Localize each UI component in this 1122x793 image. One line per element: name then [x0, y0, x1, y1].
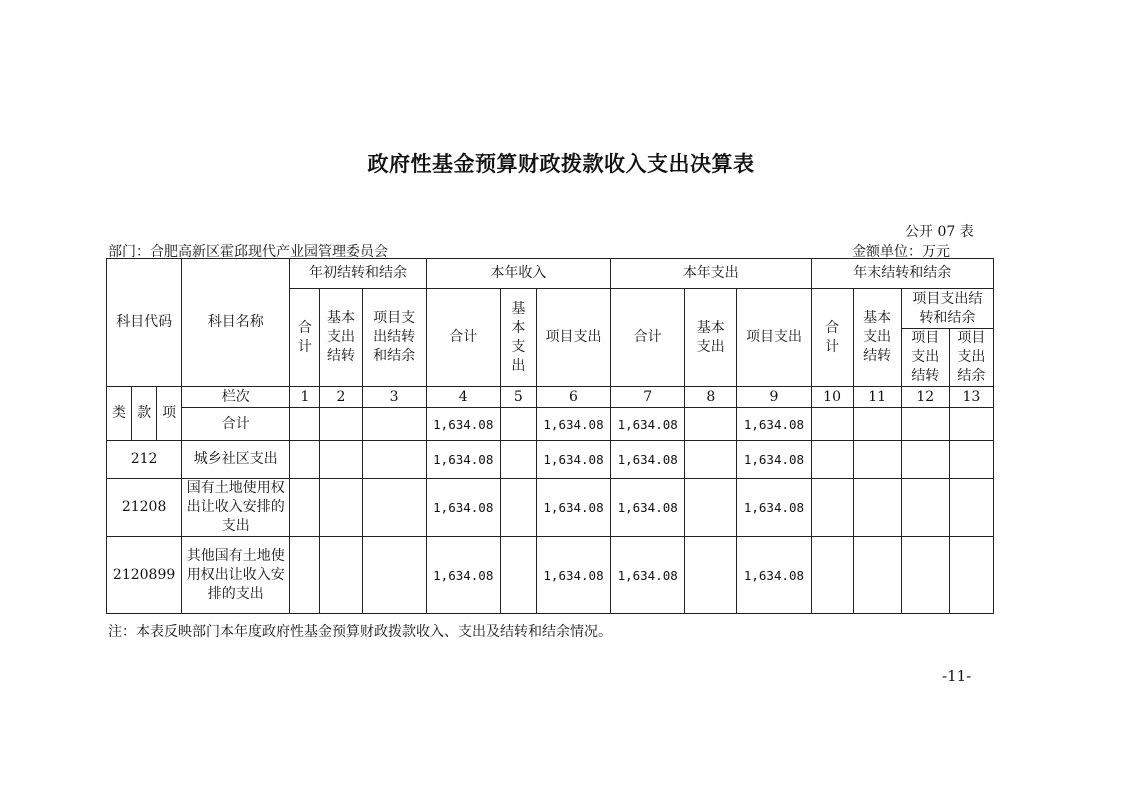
column-index-7: 7 — [611, 387, 685, 408]
header-row-groups — [107, 259, 994, 289]
header-expense-basic: 基本 支出 — [685, 289, 737, 387]
row-cell — [811, 441, 853, 479]
header-income-project: 项目支出 — [536, 289, 610, 387]
header-kuan: 款 — [132, 387, 157, 441]
row-cell — [290, 441, 320, 479]
department-label: 部门：合肥高新区霍邱现代产业园管理委员会 — [108, 244, 388, 260]
header-name: 科目名称 — [182, 259, 290, 387]
header-expense-project: 项目支出 — [737, 289, 811, 387]
header-begin-total: 合 计 — [290, 289, 320, 387]
header-begin-project: 项目支 出结转 和结余 — [362, 289, 426, 387]
row-cell — [320, 479, 362, 537]
column-index-1: 1 — [290, 387, 320, 408]
column-index-10: 10 — [811, 387, 853, 408]
total-cell: 1,634.08 — [426, 408, 500, 441]
row-cell: 1,634.08 — [426, 441, 500, 479]
row-cell — [500, 441, 536, 479]
row-cell — [949, 537, 993, 614]
column-index-label: 栏次 — [182, 387, 290, 408]
column-index-4: 4 — [426, 387, 500, 408]
row-cell: 1,634.08 — [737, 537, 811, 614]
header-end-balance: 年末结转和结余 — [811, 259, 993, 289]
total-cell — [811, 408, 853, 441]
total-label: 合计 — [182, 408, 290, 441]
header-lei: 类 — [107, 387, 132, 441]
header-xiang: 项 — [157, 387, 182, 441]
budget-table — [106, 258, 994, 614]
column-index-6: 6 — [536, 387, 610, 408]
row-cell — [500, 479, 536, 537]
header-income-total: 合计 — [426, 289, 500, 387]
footnote: 注：本表反映部门本年度政府性基金预算财政拨款收入、支出及结转和结余情况。 — [108, 624, 612, 640]
column-index-11: 11 — [853, 387, 901, 408]
column-index-8: 8 — [685, 387, 737, 408]
row-code: 21208 — [107, 479, 182, 537]
row-cell — [290, 537, 320, 614]
form-number: 公开 07 表 — [905, 224, 974, 240]
row-cell: 1,634.08 — [426, 537, 500, 614]
row-cell — [853, 441, 901, 479]
row-cell — [362, 479, 426, 537]
header-begin-basic: 基本 支出 结转 — [320, 289, 362, 387]
total-cell: 1,634.08 — [611, 408, 685, 441]
total-row — [107, 408, 994, 441]
row-cell: 1,634.08 — [426, 479, 500, 537]
header-code: 科目代码 — [107, 259, 182, 387]
row-cell — [949, 479, 993, 537]
row-cell — [811, 537, 853, 614]
row-cell: 1,634.08 — [536, 537, 610, 614]
header-income-basic: 基 本 支 出 — [500, 289, 536, 387]
row-cell — [685, 537, 737, 614]
header-end-project-carry: 项目 支出 结转 — [901, 329, 949, 387]
page-number: -11- — [942, 667, 972, 685]
total-cell — [500, 408, 536, 441]
row-name: 其他国有土地使用权出让收入安排的支出 — [182, 537, 290, 614]
row-cell: 1,634.08 — [536, 479, 610, 537]
row-cell — [901, 479, 949, 537]
table-row — [107, 479, 994, 537]
amount-unit-label: 金额单位：万元 — [852, 244, 950, 260]
table-row — [107, 537, 994, 614]
header-end-total: 合 计 — [811, 289, 853, 387]
row-cell: 1,634.08 — [611, 537, 685, 614]
table-row — [107, 441, 994, 479]
header-expense: 本年支出 — [611, 259, 811, 289]
header-income: 本年收入 — [426, 259, 610, 289]
column-index-12: 12 — [901, 387, 949, 408]
row-cell — [853, 479, 901, 537]
row-cell — [685, 479, 737, 537]
header-end-basic: 基本 支出 结转 — [853, 289, 901, 387]
column-index-row — [107, 387, 994, 408]
column-index-2: 2 — [320, 387, 362, 408]
header-end-project-group: 项目支出结 转和结余 — [901, 289, 993, 329]
row-cell — [901, 537, 949, 614]
row-cell: 1,634.08 — [737, 479, 811, 537]
row-cell: 1,634.08 — [611, 441, 685, 479]
row-code: 2120899 — [107, 537, 182, 614]
total-cell — [362, 408, 426, 441]
column-index-3: 3 — [362, 387, 426, 408]
total-cell — [901, 408, 949, 441]
total-cell — [320, 408, 362, 441]
row-code: 212 — [107, 441, 182, 479]
row-cell — [362, 537, 426, 614]
row-cell — [500, 537, 536, 614]
header-expense-total: 合计 — [611, 289, 685, 387]
row-cell — [949, 441, 993, 479]
total-cell — [685, 408, 737, 441]
row-cell — [320, 441, 362, 479]
page-title: 政府性基金预算财政拨款收入支出决算表 — [367, 152, 755, 176]
row-cell: 1,634.08 — [536, 441, 610, 479]
row-cell — [362, 441, 426, 479]
header-begin-balance: 年初结转和结余 — [290, 259, 426, 289]
row-cell: 1,634.08 — [611, 479, 685, 537]
row-name: 国有土地使用权出让收入安排的支出 — [182, 479, 290, 537]
column-index-13: 13 — [949, 387, 993, 408]
row-cell — [811, 479, 853, 537]
row-name: 城乡社区支出 — [182, 441, 290, 479]
column-index-9: 9 — [737, 387, 811, 408]
column-index-5: 5 — [500, 387, 536, 408]
total-cell: 1,634.08 — [536, 408, 610, 441]
total-cell — [853, 408, 901, 441]
row-cell — [853, 537, 901, 614]
header-end-project-balance: 项目 支出 结余 — [949, 329, 993, 387]
total-cell — [290, 408, 320, 441]
row-cell: 1,634.08 — [737, 441, 811, 479]
total-cell — [949, 408, 993, 441]
row-cell — [685, 441, 737, 479]
row-cell — [320, 537, 362, 614]
row-cell — [901, 441, 949, 479]
total-cell: 1,634.08 — [737, 408, 811, 441]
row-cell — [290, 479, 320, 537]
